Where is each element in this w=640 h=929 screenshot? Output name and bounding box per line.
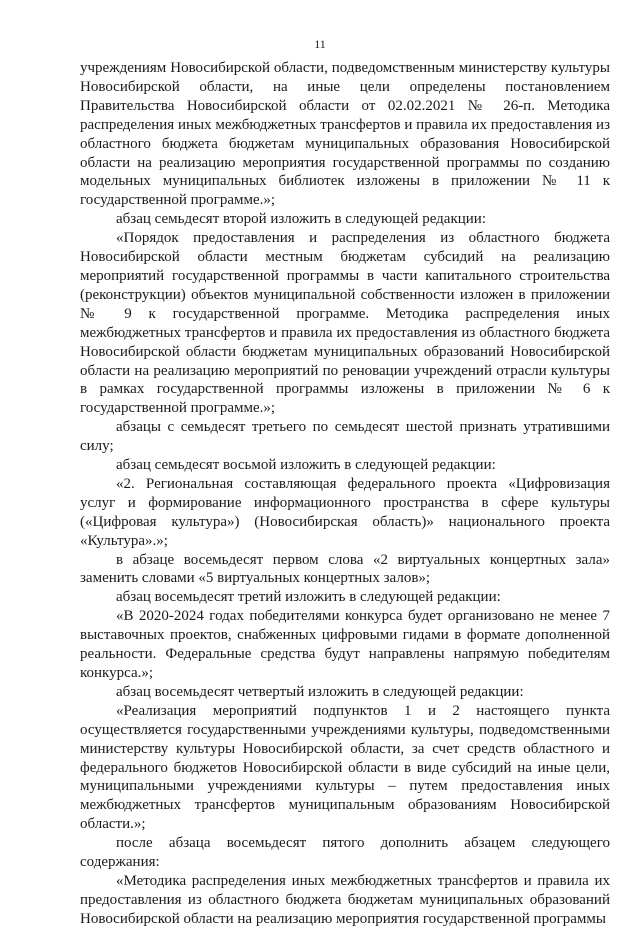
paragraph-quoted-text: «В 2020-2024 годах победителями конкурса будет организовано не менее 7 выставочных проектов, снабженных цифровыми гидами в формате дополненной реальности. Федеральные средства будут направлены напрямую победителям конкурса.»; — [80, 608, 610, 681]
paragraph-continuation: учреждениям Новосибирской области, подведомственным министерству культуры Новосибирской области, на иные цели определены постановлением Правительства Новосибирской области от 02.02.2021 № 26-п. Методика распределения иных межбюджетных трансфертов и правила их предоставления из областного бюджета бюджетам муниципальных образования Новосибирской области на реализацию мероприятия государственной программы по созданию модельных муниципальных библиотек изложены в приложении № 11 к государственной программе.»; — [80, 60, 610, 209]
paragraph-amendment-instruction: в абзаце восемьдесят первом слова «2 виртуальных концертных зала» заменить словами «5 виртуальных концертных залов»; — [80, 551, 610, 587]
paragraph-amendment-instruction: абзац семьдесят второй изложить в следующей редакции: — [116, 211, 486, 228]
page-number: 11 — [314, 37, 326, 51]
paragraph-quoted-text: «Реализация мероприятий подпунктов 1 и 2 настоящего пункта осуществляется государственными учреждениями культуры, подведомственными министерству культуры Новосибирской области, за счет средств областного и федерального бюджетов Новосибирской области в виде субсидий на иные цели, муниципальными учреждениями культуры – путем предоставления иных межбюджетных трансфертов муниципальным образованиям Новосибирской области.»; — [80, 702, 610, 833]
paragraph-amendment-instruction: абзац восемьдесят четвертый изложить в следующей редакции: — [116, 683, 524, 700]
paragraph-amendment-instruction: после абзаца восемьдесят пятого дополнить абзацем следующего содержания: — [80, 835, 610, 871]
paragraph-amendment-instruction: абзац семьдесят восьмой изложить в следующей редакции: — [116, 457, 496, 474]
paragraph-quoted-text: «Порядок предоставления и распределения из областного бюджета Новосибирской области местным бюджетам субсидий на реализацию мероприятий государственной программы в части капитального строительства (реконструкции) объектов муниципальной собственности изложен в приложении № 9 к государственной программе. Методика распределения иных межбюджетных трансфертов и правила их предоставления из областного бюджета Новосибирской области бюджетам муниципальных образований Новосибирской области на реализацию мероприятий по реновации учреждений отрасли культуры в рамках государственной программы изложены в приложении № 6 к государственной программе.»; — [80, 230, 610, 417]
paragraph-quoted-text: «2. Региональная составляющая федерального проекта «Цифровизация услуг и формирование информационного пространства в сфере культуры («Цифровая культура») (Новосибирская область)» национального проекта «Культура».»; — [80, 475, 610, 549]
paragraph-amendment-instruction: абзацы с семьдесят третьего по семьдесят шестой признать утратившими силу; — [80, 419, 610, 455]
document-body — [80, 59, 610, 929]
paragraph-quoted-text: «Методика распределения иных межбюджетных трансфертов и правила их предоставления из областного бюджета бюджетам муниципальных образований Новосибирской области на реализацию мероприятия государственной программы — [80, 872, 610, 927]
paragraph-amendment-instruction: абзац восемьдесят третий изложить в следующей редакции: — [116, 589, 501, 606]
